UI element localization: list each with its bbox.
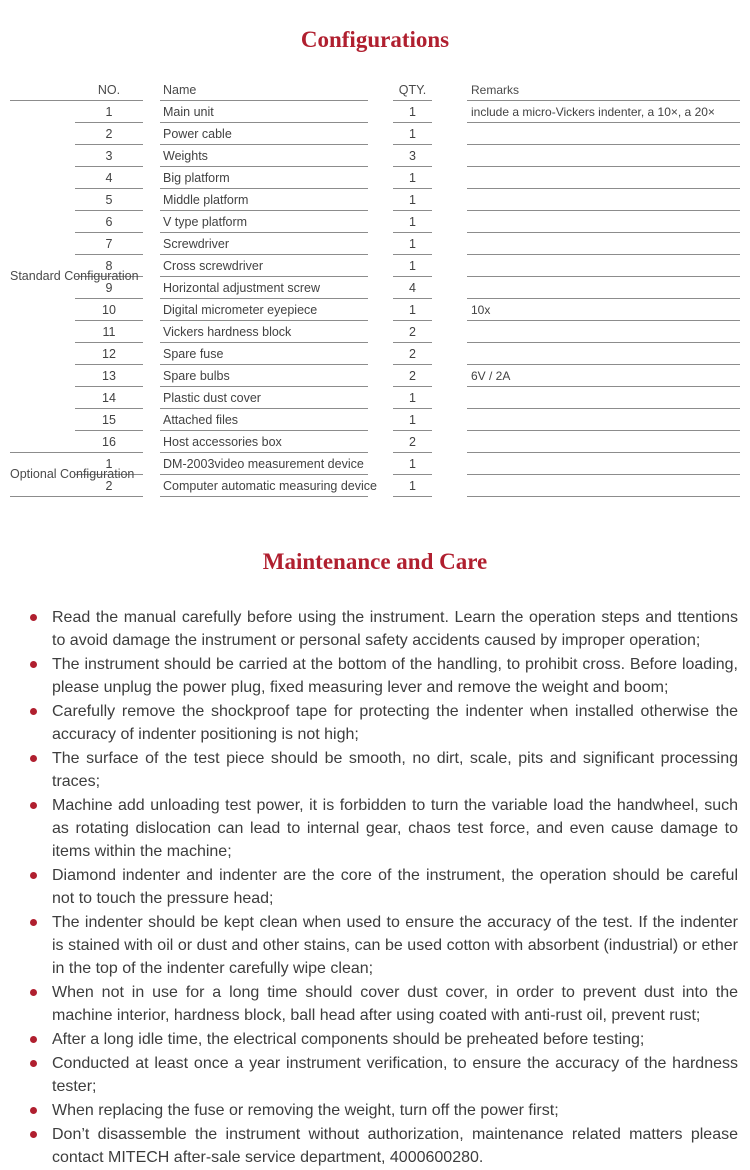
cell-qty: 2 bbox=[393, 365, 432, 387]
cell-remarks bbox=[467, 453, 740, 475]
column-gap bbox=[368, 145, 393, 167]
bullet-text: Don’t disassemble the instrument without authorization, maintenance related matters please contact MITECH after-sale service department, 4000600280. bbox=[52, 1126, 738, 1166]
cell-name: Vickers hardness block bbox=[160, 321, 368, 343]
bullet-text: Machine add unloading test power, it is forbidden to turn the variable load the handwheel, such as rotating dislocation can lead to internal gear, chaos test force, and even cause damage to items within the machine; bbox=[52, 797, 738, 860]
bullet-text: When replacing the fuse or removing the weight, turn off the power first; bbox=[52, 1102, 559, 1119]
cell-remarks bbox=[467, 343, 740, 365]
maintenance-bullet bbox=[52, 653, 738, 699]
column-gap bbox=[368, 431, 393, 453]
maintenance-bullet bbox=[52, 1052, 738, 1098]
column-gap bbox=[432, 233, 467, 255]
cell-name: Spare fuse bbox=[160, 343, 368, 365]
column-gap bbox=[368, 409, 393, 431]
cell-qty: 1 bbox=[393, 387, 432, 409]
maintenance-bullet bbox=[52, 1123, 738, 1169]
column-gap bbox=[368, 255, 393, 277]
cell-remarks bbox=[467, 233, 740, 255]
table-row bbox=[10, 321, 740, 343]
cell-qty: 1 bbox=[393, 101, 432, 123]
header-remarks: Remarks bbox=[467, 83, 740, 101]
cell-name: Weights bbox=[160, 145, 368, 167]
column-gap bbox=[432, 101, 467, 123]
cell-qty: 2 bbox=[393, 431, 432, 453]
table-row bbox=[10, 123, 740, 145]
cell-remarks bbox=[467, 167, 740, 189]
maintenance-bullet bbox=[52, 747, 738, 793]
cell-qty: 1 bbox=[393, 189, 432, 211]
column-gap bbox=[143, 409, 160, 431]
column-gap bbox=[368, 189, 393, 211]
cell-name: Middle platform bbox=[160, 189, 368, 211]
header-name: Name bbox=[160, 83, 368, 101]
bullet-text: Read the manual carefully before using the instrument. Learn the operation steps and ttentions to avoid damage the instrument or personal safety accidents caused by improper operation; bbox=[52, 609, 738, 649]
cell-remarks: 6V / 2A bbox=[467, 365, 740, 387]
cell-name: Horizontal adjustment screw bbox=[160, 277, 368, 299]
bullet-dot-icon bbox=[30, 1131, 37, 1138]
column-gap bbox=[143, 189, 160, 211]
column-gap bbox=[143, 167, 160, 189]
column-gap bbox=[432, 387, 467, 409]
cell-qty: 1 bbox=[393, 409, 432, 431]
cell-no: 15 bbox=[75, 409, 143, 431]
column-gap bbox=[368, 211, 393, 233]
cell-name: Main unit bbox=[160, 101, 368, 123]
column-gap bbox=[143, 233, 160, 255]
table-header-row bbox=[10, 83, 740, 101]
cell-no: 11 bbox=[75, 321, 143, 343]
bullet-dot-icon bbox=[30, 1060, 37, 1067]
group-label: Standard Configuration bbox=[10, 101, 75, 453]
column-gap bbox=[143, 431, 160, 453]
column-gap bbox=[432, 167, 467, 189]
column-gap bbox=[143, 299, 160, 321]
column-gap bbox=[143, 211, 160, 233]
configurations-table-body bbox=[10, 83, 740, 497]
cell-qty: 1 bbox=[393, 475, 432, 497]
cell-remarks bbox=[467, 321, 740, 343]
cell-name: Digital micrometer eyepiece bbox=[160, 299, 368, 321]
column-gap bbox=[368, 321, 393, 343]
column-gap bbox=[432, 453, 467, 475]
cell-qty: 1 bbox=[393, 211, 432, 233]
group-header-cell bbox=[10, 83, 75, 101]
cell-name: V type platform bbox=[160, 211, 368, 233]
maintenance-bullet bbox=[52, 864, 738, 910]
bullet-dot-icon bbox=[30, 802, 37, 809]
cell-remarks bbox=[467, 211, 740, 233]
column-gap bbox=[432, 409, 467, 431]
bullet-dot-icon bbox=[30, 708, 37, 715]
cell-no: 6 bbox=[75, 211, 143, 233]
column-gap bbox=[432, 299, 467, 321]
cell-remarks bbox=[467, 409, 740, 431]
table-row bbox=[10, 233, 740, 255]
cell-remarks bbox=[467, 431, 740, 453]
cell-qty: 1 bbox=[393, 299, 432, 321]
column-gap bbox=[432, 431, 467, 453]
cell-no: 3 bbox=[75, 145, 143, 167]
cell-name: Screwdriver bbox=[160, 233, 368, 255]
cell-remarks bbox=[467, 189, 740, 211]
cell-name: Spare bulbs bbox=[160, 365, 368, 387]
cell-qty: 1 bbox=[393, 255, 432, 277]
bullet-dot-icon bbox=[30, 989, 37, 996]
cell-name: Power cable bbox=[160, 123, 368, 145]
header-no: NO. bbox=[75, 83, 143, 101]
cell-remarks: 10x bbox=[467, 299, 740, 321]
bullet-dot-icon bbox=[30, 661, 37, 668]
column-gap bbox=[368, 299, 393, 321]
maintenance-bullet bbox=[52, 606, 738, 652]
column-gap bbox=[432, 211, 467, 233]
column-gap bbox=[143, 321, 160, 343]
cell-qty: 2 bbox=[393, 321, 432, 343]
maintenance-bullet bbox=[52, 911, 738, 980]
cell-no: 13 bbox=[75, 365, 143, 387]
column-gap bbox=[432, 321, 467, 343]
column-gap bbox=[143, 453, 160, 475]
table-row bbox=[10, 101, 740, 123]
column-gap bbox=[368, 387, 393, 409]
table-row bbox=[10, 167, 740, 189]
cell-no: 16 bbox=[75, 431, 143, 453]
cell-no: 14 bbox=[75, 387, 143, 409]
configurations-table bbox=[10, 83, 740, 497]
cell-qty: 1 bbox=[393, 167, 432, 189]
column-gap bbox=[368, 365, 393, 387]
bullet-dot-icon bbox=[30, 1107, 37, 1114]
column-gap bbox=[368, 167, 393, 189]
group-label: Optional Configuration bbox=[10, 453, 75, 497]
table-row bbox=[10, 145, 740, 167]
column-gap bbox=[368, 233, 393, 255]
maintenance-list bbox=[0, 606, 750, 1169]
table-row bbox=[10, 365, 740, 387]
cell-qty: 2 bbox=[393, 343, 432, 365]
configurations-title: Configurations bbox=[300, 27, 450, 52]
cell-remarks bbox=[467, 145, 740, 167]
maintenance-bullet bbox=[52, 700, 738, 746]
column-gap bbox=[368, 453, 393, 475]
cell-no: 12 bbox=[75, 343, 143, 365]
column-gap bbox=[143, 343, 160, 365]
column-gap bbox=[143, 277, 160, 299]
column-gap bbox=[432, 123, 467, 145]
cell-remarks bbox=[467, 123, 740, 145]
cell-qty: 3 bbox=[393, 145, 432, 167]
column-gap bbox=[432, 277, 467, 299]
table-row bbox=[10, 431, 740, 453]
bullet-text: Diamond indenter and indenter are the core of the instrument, the operation should be careful not to touch the pressure head; bbox=[52, 867, 738, 907]
bullet-dot-icon bbox=[30, 919, 37, 926]
cell-qty: 4 bbox=[393, 277, 432, 299]
bullet-text: After a long idle time, the electrical components should be preheated before testing; bbox=[52, 1031, 645, 1048]
table-row bbox=[10, 409, 740, 431]
cell-no: 8 bbox=[75, 255, 143, 277]
cell-remarks bbox=[467, 255, 740, 277]
table-row bbox=[10, 343, 740, 365]
bullet-text: The indenter should be kept clean when used to ensure the accuracy of the test. If the indenter is stained with oil or dust and other stains, can be used cotton with absorbent (industrial) or ether in the top of the indenter carefully wipe clean; bbox=[52, 914, 738, 977]
cell-qty: 1 bbox=[393, 123, 432, 145]
column-gap bbox=[432, 343, 467, 365]
cell-remarks bbox=[467, 387, 740, 409]
bullet-text: Carefully remove the shockproof tape for protecting the indenter when installed otherwise the accuracy of indenter positioning is not high; bbox=[52, 703, 738, 743]
table-row bbox=[10, 189, 740, 211]
column-gap bbox=[368, 277, 393, 299]
cell-no: 9 bbox=[75, 277, 143, 299]
column-gap bbox=[143, 387, 160, 409]
maintenance-bullet bbox=[52, 794, 738, 863]
column-gap bbox=[143, 123, 160, 145]
table-row bbox=[10, 387, 740, 409]
cell-remarks bbox=[467, 277, 740, 299]
column-gap bbox=[143, 475, 160, 497]
column-gap bbox=[432, 145, 467, 167]
cell-name: Cross screwdriver bbox=[160, 255, 368, 277]
column-gap bbox=[143, 365, 160, 387]
header-qty: QTY. bbox=[393, 83, 432, 101]
bullet-dot-icon bbox=[30, 872, 37, 879]
column-gap bbox=[143, 83, 160, 101]
table-row bbox=[10, 299, 740, 321]
cell-no: 7 bbox=[75, 233, 143, 255]
column-gap bbox=[368, 83, 393, 101]
cell-no: 4 bbox=[75, 167, 143, 189]
maintenance-bullet bbox=[52, 1028, 738, 1051]
column-gap bbox=[432, 365, 467, 387]
column-gap bbox=[368, 123, 393, 145]
cell-no: 10 bbox=[75, 299, 143, 321]
cell-no: 1 bbox=[75, 101, 143, 123]
column-gap bbox=[368, 101, 393, 123]
column-gap bbox=[432, 189, 467, 211]
column-gap bbox=[143, 145, 160, 167]
cell-no: 5 bbox=[75, 189, 143, 211]
table-row bbox=[10, 453, 740, 475]
column-gap bbox=[143, 101, 160, 123]
column-gap bbox=[143, 255, 160, 277]
column-gap bbox=[432, 475, 467, 497]
maintenance-bullet bbox=[52, 981, 738, 1027]
maintenance-title: Maintenance and Care bbox=[262, 549, 488, 574]
cell-name: Plastic dust cover bbox=[160, 387, 368, 409]
cell-remarks bbox=[467, 475, 740, 497]
bullet-text: The instrument should be carried at the bottom of the handling, to prohibit cross. Before loading, please unplug the power plug, fixed measuring lever and remove the weight and boom; bbox=[52, 656, 738, 696]
column-gap bbox=[432, 255, 467, 277]
cell-name: Host accessories box bbox=[160, 431, 368, 453]
cell-name: DM-2003video measurement device bbox=[160, 453, 368, 475]
cell-no: 2 bbox=[75, 123, 143, 145]
cell-name: Computer automatic measuring device bbox=[160, 475, 368, 497]
bullet-text: Conducted at least once a year instrument verification, to ensure the accuracy of the hardness tester; bbox=[52, 1055, 738, 1095]
table-row bbox=[10, 211, 740, 233]
column-gap bbox=[368, 343, 393, 365]
cell-no: 2 bbox=[75, 475, 143, 497]
maintenance-bullet bbox=[52, 1099, 738, 1122]
cell-name: Big platform bbox=[160, 167, 368, 189]
bullet-text: When not in use for a long time should cover dust cover, in order to prevent dust into the machine interior, hardness block, ball head after using coated with anti-rust oil, prevent rust; bbox=[52, 984, 738, 1024]
column-gap bbox=[432, 83, 467, 101]
bullet-dot-icon bbox=[30, 755, 37, 762]
cell-qty: 1 bbox=[393, 453, 432, 475]
cell-qty: 1 bbox=[393, 233, 432, 255]
bullet-dot-icon bbox=[30, 1036, 37, 1043]
cell-remarks: include a micro-Vickers indenter, a 10×, a 20× bbox=[467, 101, 740, 123]
bullet-text: The surface of the test piece should be smooth, no dirt, scale, pits and significant processing traces; bbox=[52, 750, 738, 790]
bullet-dot-icon bbox=[30, 614, 37, 621]
cell-no: 1 bbox=[75, 453, 143, 475]
cell-name: Attached files bbox=[160, 409, 368, 431]
